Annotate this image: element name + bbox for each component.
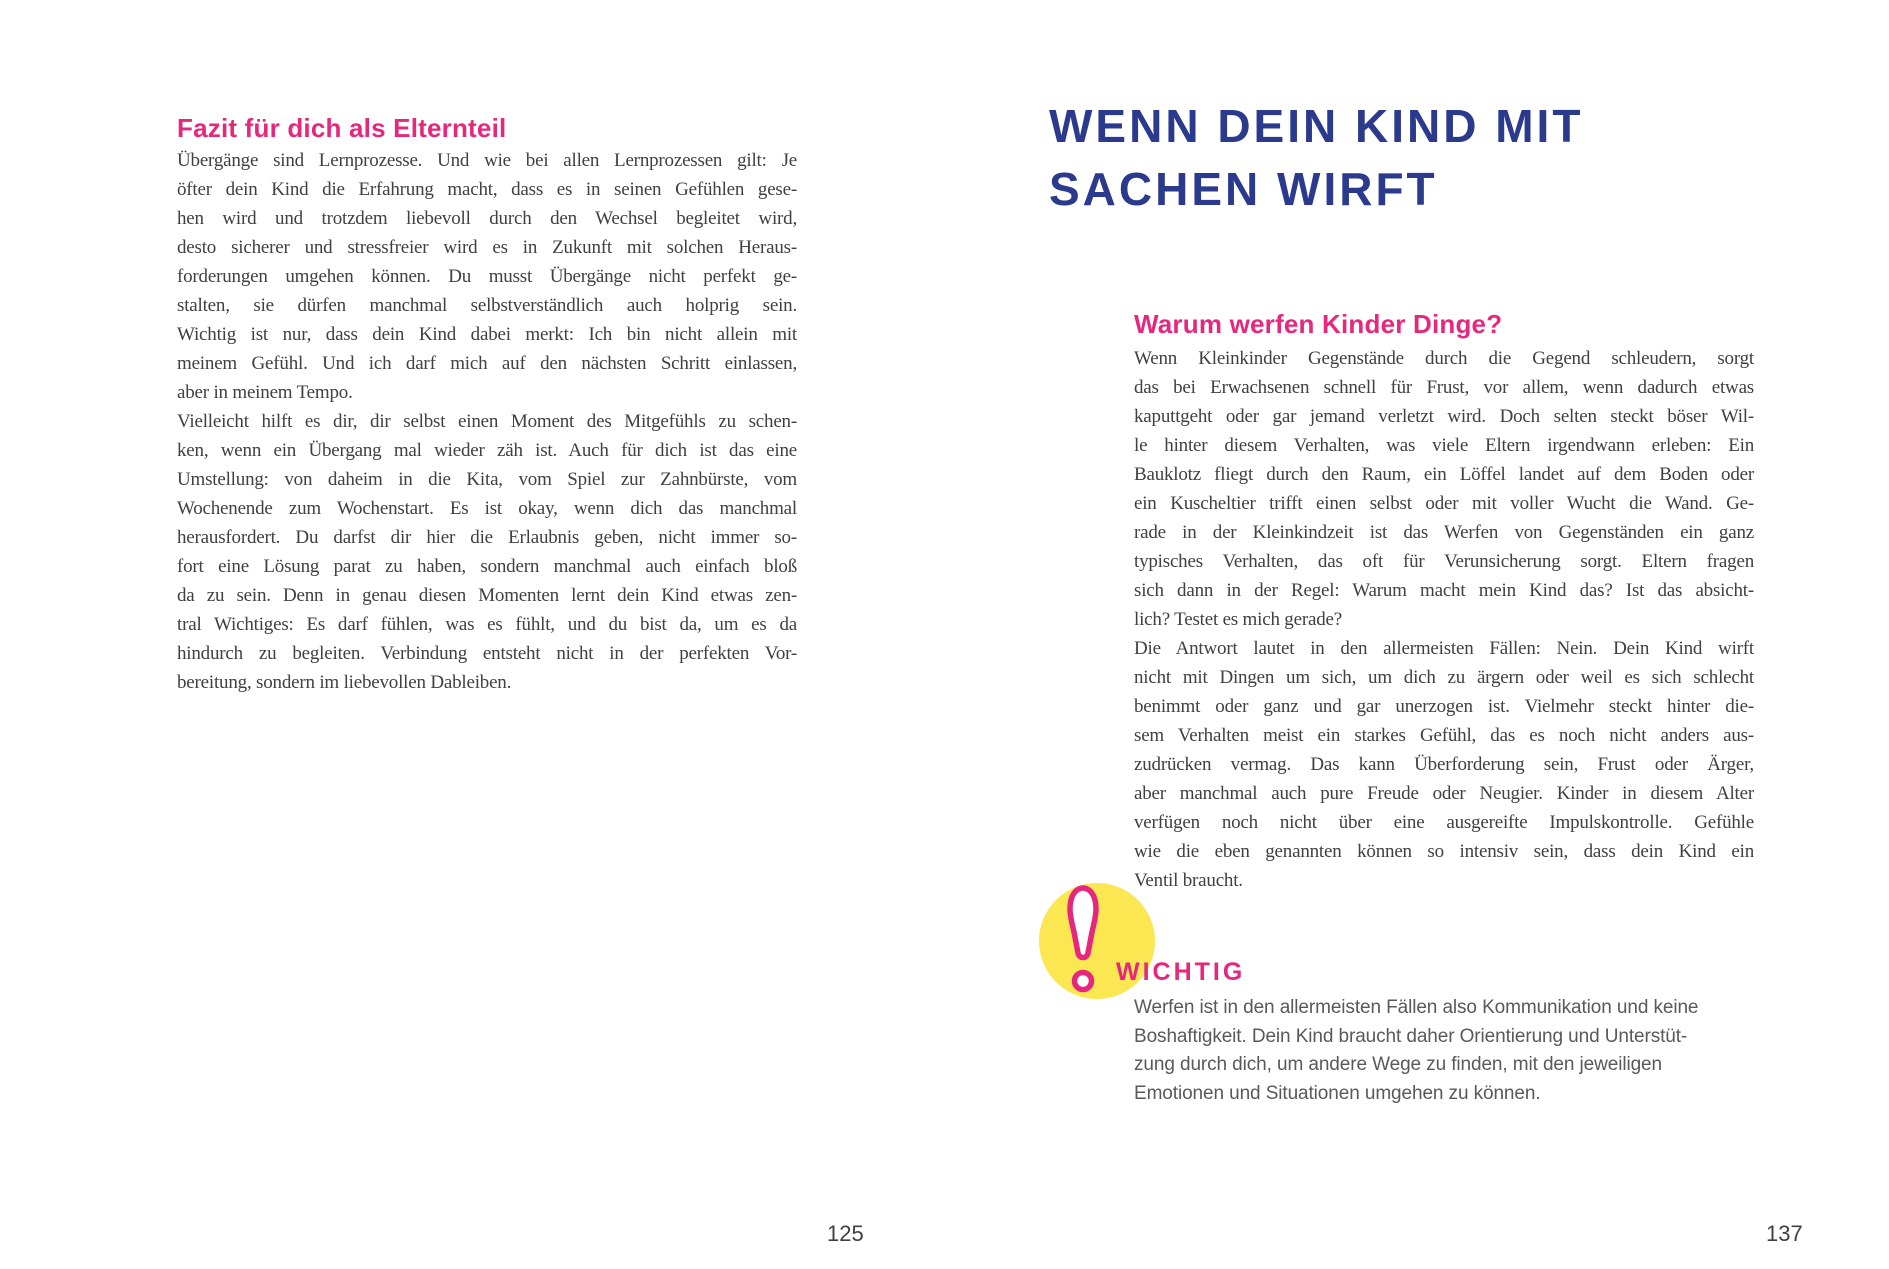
text-line: typisches Verhalten, das oft für Verunsicherung sorgt. Eltern fragen [1134,551,1754,572]
left-body-column [177,146,797,697]
page-number-left: 125 [827,1221,864,1246]
text-line: hindurch zu begleiten. Verbindung entsteht nicht in der perfekten Vor- [177,643,797,664]
callout-text [1134,994,1714,1108]
text-line: Emotionen und Situationen umgehen zu können. [1134,1082,1541,1104]
text-line: sich dann in der Regel: Warum macht mein Kind das? Ist das absicht- [1134,580,1754,601]
text-line: aber in meinem Tempo. [177,382,353,403]
text-line: tral Wichtiges: Es darf fühlen, was es fühlt, und du bist da, um es da [177,614,797,635]
text-line: bereitung, sondern im liebevollen Dableiben. [177,672,512,693]
text-line: ken, wenn ein Übergang mal wieder zäh ist. Auch für dich ist das eine [177,440,797,461]
text-line: stalten, sie dürfen manchmal selbstverständlich auch holprig sein. [177,295,797,316]
text-line: herausfordert. Du darfst dir hier die Erlaubnis geben, nicht immer so- [177,527,797,548]
right-section-heading: Warum werfen Kinder Dinge? [1134,309,1503,339]
chapter-title [1049,95,1583,221]
text-line: wie die eben genannten können so intensiv sein, dass dein Kind ein [1134,841,1754,862]
wichtig-callout [1038,878,1738,1118]
text-line: sem Verhalten meist ein starkes Gefühl, das es noch nicht anders aus- [1134,725,1754,746]
text-line: Bauklotz fliegt durch den Raum, ein Löffel landet auf dem Boden oder [1134,464,1754,485]
text-line: meinem Gefühl. Und ich darf mich auf den nächsten Schritt einlassen, [177,353,797,374]
text-line: kaputtgeht oder gar jemand verletzt wird. Doch selten steckt böser Wil- [1134,406,1754,427]
text-line: Die Antwort lautet in den allermeisten Fällen: Nein. Dein Kind wirft [1134,638,1754,659]
page-number-right: 137 [1766,1221,1803,1246]
chapter-title-line2: SACHEN WIRFT [1049,163,1438,215]
text-line: zudrücken vermag. Das kann Überforderung sein, Frust oder Ärger, [1134,754,1754,775]
text-line: da zu sein. Denn in genau diesen Momenten lernt dein Kind etwas zen- [177,585,797,606]
text-line: hen wird und trotzdem liebevoll durch den Wechsel begleitet wird, [177,208,797,229]
body-paragraph [177,146,797,407]
body-paragraph [1134,344,1754,634]
right-body-column [1134,344,1754,895]
left-page [0,0,944,1269]
chapter-title-line1: WENN DEIN KIND MIT [1049,100,1584,152]
text-line: le hinter diesem Verhalten, was viele Eltern irgendwann erleben: Ein [1134,435,1754,456]
text-line: das bei Erwachsenen schnell für Frust, vor allem, wenn dadurch etwas [1134,377,1754,398]
text-line: verfügen noch nicht über eine ausgereifte Impulskontrolle. Gefühle [1134,812,1754,833]
text-line: Wichtig ist nur, dass dein Kind dabei merkt: Ich bin nicht allein mit [177,324,797,345]
text-line: Ventil braucht. [1134,870,1243,891]
text-line: rade in der Kleinkindzeit ist das Werfen von Gegenständen ein ganz [1134,522,1754,543]
right-page [944,0,1889,1269]
text-line: lich? Testet es mich gerade? [1134,609,1342,630]
wichtig-label: WICHTIG [1116,958,1246,986]
text-line: ein Kuscheltier trifft einen selbst oder mit voller Wucht die Wand. Ge- [1134,493,1754,514]
text-line: Wenn Kleinkinder Gegenstände durch die Gegend schleudern, sorgt [1134,348,1754,369]
text-line: Umstellung: von daheim in die Kita, vom Spiel zur Zahnbürste, vom [177,469,797,490]
text-line: benimmt oder ganz und gar unerzogen ist. Vielmehr steckt hinter die- [1134,696,1754,717]
text-line: desto sicherer und stressfreier wird es in Zukunft mit solchen Heraus- [177,237,797,258]
text-line: Boshaftigkeit. Dein Kind braucht daher Orientierung und Unterstüt- [1134,1025,1688,1047]
text-line: Vielleicht hilft es dir, dir selbst einen Moment des Mitgefühls zu schen- [177,411,797,432]
text-line: forderungen umgehen können. Du musst Übergänge nicht perfekt ge- [177,266,797,287]
text-line: nicht mit Dingen um sich, um dich zu ärgern oder weil es sich schlecht [1134,667,1754,688]
text-line: fort eine Lösung parat zu haben, sondern manchmal auch einfach bloß [177,556,797,577]
left-section-heading: Fazit für dich als Elternteil [177,113,507,143]
body-paragraph [1134,634,1754,895]
body-paragraph [177,407,797,697]
text-line: Wochenende zum Wochenstart. Es ist okay, wenn dich das manchmal [177,498,797,519]
text-line: Werfen ist in den allermeisten Fällen also Kommunikation und keine [1134,997,1699,1018]
text-line: aber manchmal auch pure Freude oder Neugier. Kinder in diesem Alter [1134,783,1754,804]
text-line: zung durch dich, um andere Wege zu finden, mit den jeweiligen [1134,1054,1662,1075]
text-line: öfter dein Kind die Erfahrung macht, dass es in seinen Gefühlen gese- [177,179,797,200]
text-line: Übergänge sind Lernprozesse. Und wie bei allen Lernprozessen gilt: Je [177,150,797,171]
